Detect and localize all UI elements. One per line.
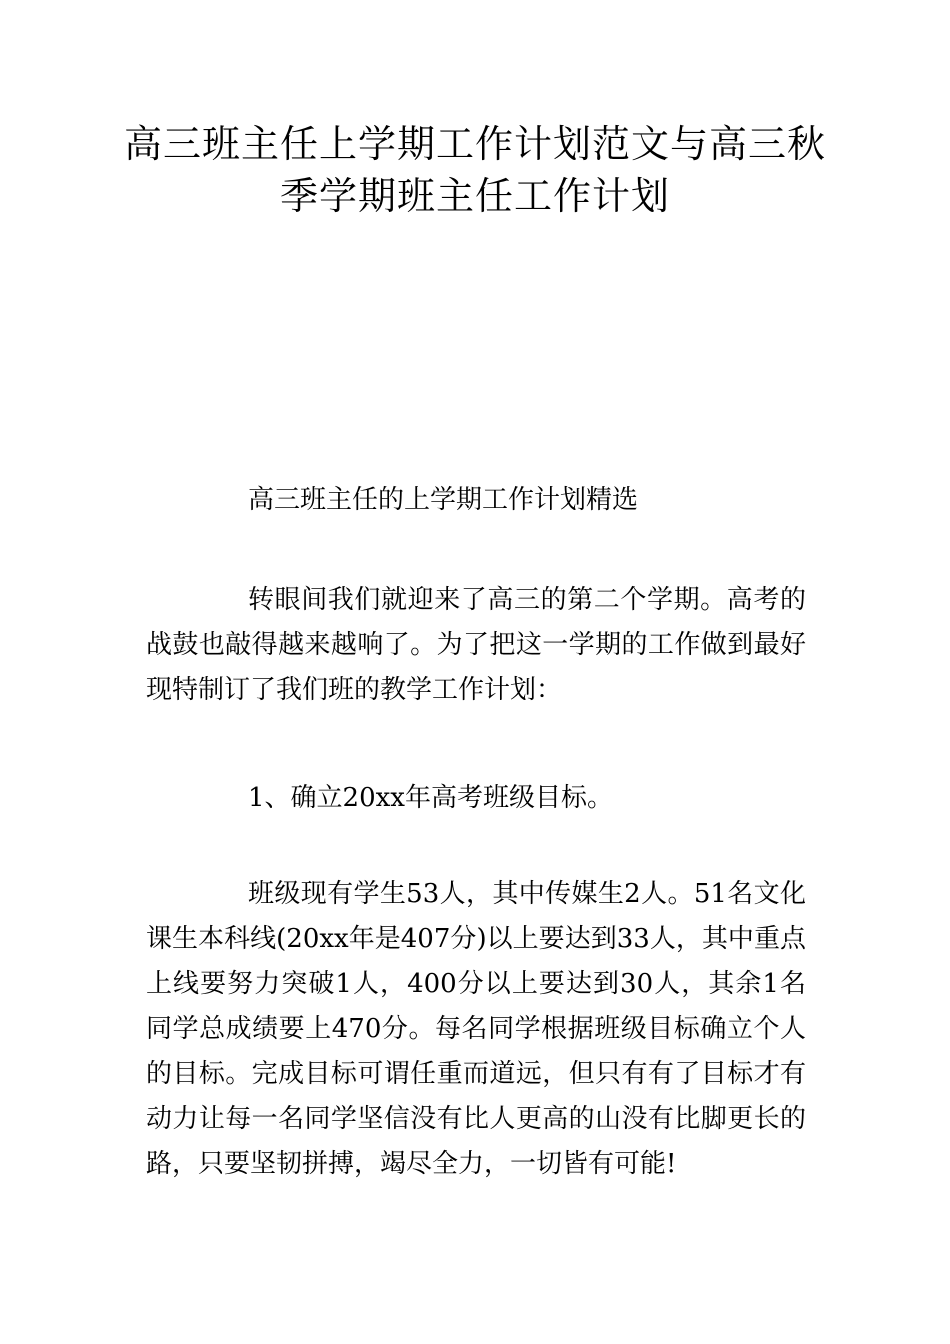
title-line-1: 高三班主任上学期工作计划范文与高三秋 xyxy=(123,122,826,166)
subtitle-text: 高三班主任的上学期工作计划精选 xyxy=(248,485,639,515)
section-heading-1-text: 1、确立20xx年高考班级目标。 xyxy=(248,783,613,813)
class-goal-paragraph xyxy=(146,872,806,1187)
title-line-2: 季学期班主任工作计划 xyxy=(279,174,670,218)
class-goal-text: 班级现有学生53人，其中传媒生2人。51名文化课生本科线(20xx年是407分)以上要达到33人，其中重点上线要努力突破1人，400分以上要达到30人，其余1名同学总成绩要上470分。每名同学根据班级目标确立个人的目标。完成目标可谓任重而道远，但只有有了目标才有动力让每一名同学坚信没有比人更高的山没有比脚更长的路，只要坚韧拼搏，竭尽全力，一切皆有可能! xyxy=(146,879,806,1179)
document-subtitle xyxy=(146,478,806,523)
intro-text: 转眼间我们就迎来了高三的第二个学期。高考的战鼓也敲得越来越响了。为了把这一学期的工作做到最好现特制订了我们班的教学工作计划： xyxy=(146,585,806,705)
section-heading-1 xyxy=(146,776,806,821)
intro-paragraph xyxy=(146,578,806,713)
document-title xyxy=(0,118,950,222)
